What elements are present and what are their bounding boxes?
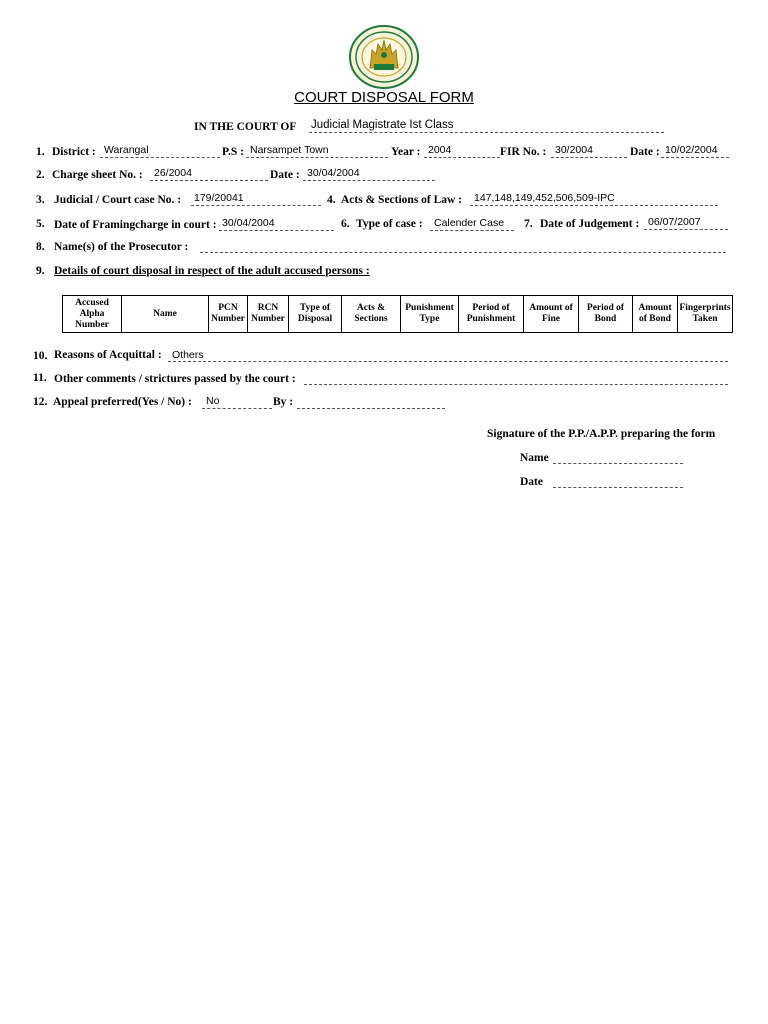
year-value: 2004: [428, 144, 452, 156]
item-9-number: 9.: [36, 265, 45, 277]
item-5-number: 5.: [36, 218, 45, 230]
government-seal-icon: [348, 24, 420, 90]
table-header-row: [63, 296, 733, 333]
appeal-label: Appeal preferred(Yes / No) :: [53, 396, 192, 408]
court-value: Judicial Magistrate Ist Class: [311, 119, 454, 131]
judgement-label: Date of Judgement :: [540, 218, 640, 230]
fir-date-label: Date :: [630, 146, 660, 158]
signature-date-label: Date: [520, 476, 543, 488]
item-7-number: 7.: [524, 218, 533, 230]
judgement-value: 06/07/2007: [648, 216, 701, 228]
acts-value: 147,148,149,452,506,509-IPC: [474, 192, 615, 204]
col-period-of-bond: Period of Bond: [579, 296, 633, 333]
comments-label: Other comments / strictures passed by the court :: [54, 373, 296, 385]
item-4-number: 4.: [327, 194, 336, 206]
col-amount-of-bond: Amount of Bond: [633, 296, 678, 333]
district-value: Warangal: [104, 144, 149, 156]
fir-label: FIR No. :: [500, 146, 547, 158]
item-12-number: 12.: [33, 396, 48, 408]
form-title: COURT DISPOSAL FORM: [294, 89, 474, 106]
by-label: By :: [273, 396, 294, 408]
acts-label: Acts & Sections of Law :: [341, 194, 463, 206]
prosecutor-label: Name(s) of the Prosecutor :: [54, 241, 189, 253]
case-type-value: Calender Case: [434, 217, 505, 229]
col-name: Name: [122, 296, 209, 333]
item-2-number: 2.: [36, 169, 45, 181]
appeal-value: No: [206, 395, 220, 407]
col-accused-alpha-number: Accused Alpha Number: [63, 296, 122, 333]
fir-value: 30/2004: [555, 144, 593, 156]
details-heading: Details of court disposal in respect of the adult accused persons :: [54, 265, 370, 277]
col-amount-of-fine: Amount of Fine: [524, 296, 579, 333]
fir-date-value: 10/02/2004: [665, 144, 718, 156]
col-pcn-number: PCN Number: [209, 296, 248, 333]
signature-heading: Signature of the P.P./A.P.P. preparing the form: [487, 428, 716, 440]
framing-label: Date of Framingcharge in court :: [54, 219, 217, 231]
col-punishment-type: Punishment Type: [401, 296, 459, 333]
col-period-of-punishment: Period of Punishment: [459, 296, 524, 333]
item-8-number: 8.: [36, 241, 45, 253]
ps-value: Narsampet Town: [250, 144, 329, 156]
item-10-number: 10.: [33, 350, 48, 362]
col-fingerprints-taken: Fingerprints Taken: [678, 296, 733, 333]
acquittal-label: Reasons of Acquittal :: [54, 349, 162, 361]
item-6-number: 6.: [341, 218, 350, 230]
charge-sheet-value: 26/2004: [154, 167, 192, 179]
acquittal-value: Others: [172, 349, 204, 361]
col-rcn-number: RCN Number: [248, 296, 289, 333]
court-label: IN THE COURT OF: [194, 121, 297, 133]
framing-value: 30/04/2004: [222, 217, 275, 229]
case-no-label: Judicial / Court case No. :: [54, 194, 182, 206]
ps-label: P.S :: [222, 146, 244, 158]
charge-sheet-label: Charge sheet No. :: [52, 169, 143, 181]
item-11-number: 11.: [33, 372, 47, 384]
district-label: District :: [52, 146, 96, 158]
charge-date-value: 30/04/2004: [307, 167, 360, 179]
year-label: Year :: [391, 146, 421, 158]
case-no-value: 179/20041: [194, 192, 244, 204]
disposal-table: [62, 295, 733, 333]
charge-date-label: Date :: [270, 169, 300, 181]
item-1-number: 1.: [36, 146, 45, 158]
case-type-label: Type of case :: [356, 218, 423, 230]
col-type-of-disposal: Type of Disposal: [289, 296, 342, 333]
signature-name-label: Name: [520, 452, 549, 464]
item-3-number: 3.: [36, 194, 45, 206]
col-acts-sections: Acts & Sections: [342, 296, 401, 333]
